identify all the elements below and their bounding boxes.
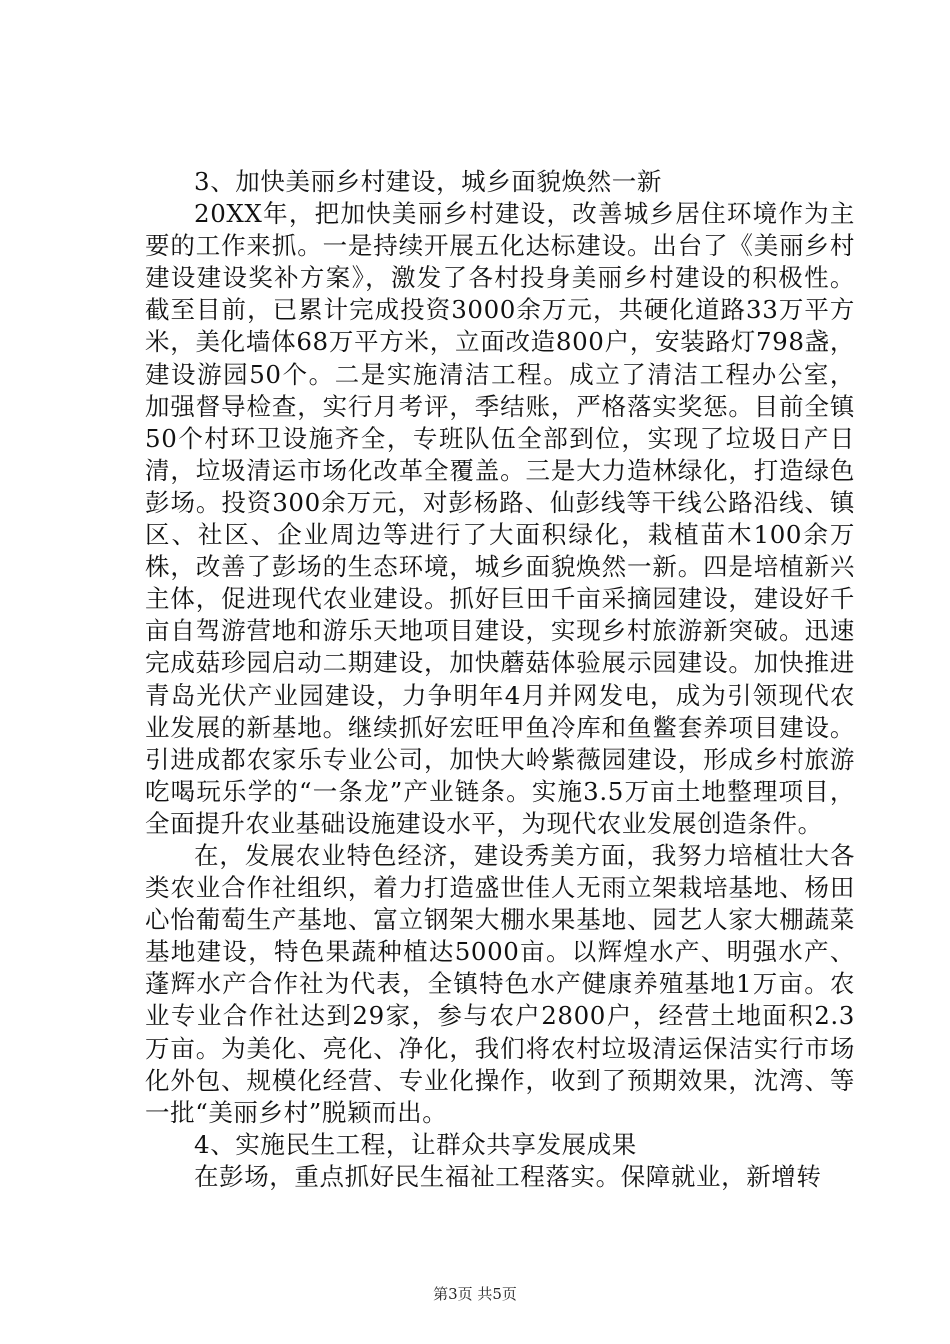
paragraph-beautiful-village: 20XX年，把加快美丽乡村建设，改善城乡居住环境作为主要的工作来抓。一是持续开展五化达标建设。出台了《美丽乡村建设建设奖补方案》，激发了各村投身美丽乡村建设的积极性。截至目前，已累计完成投资3000余万元，共硬化道路33万平方米，美化墙体68万平方米，立面改造800户，安装路灯798盏，建设游园50个。二是实施清洁工程。成立了清洁工程办公室，加强督导检查，实行月考评，季结账，严格落实奖惩。目前全镇50个村环卫设施齐全，专班队伍全部到位，实现了垃圾日产日清，垃圾清运市场化改革全覆盖。三是大力造林绿化，打造绿色彭场。投资300余万元，对彭杨路、仙彭线等干线公路沿线、镇区、社区、企业周边等进行了大面积绿化，栽植苗木100余万株，改善了彭场的生态环境，城乡面貌焕然一新。四是培植新兴主体，促进现代农业建设。抓好巨田千亩采摘园建设，建设好千亩自驾游营地和游乐天地项目建设，实现乡村旅游新突破。迅速完成菇珍园启动二期建设，加快蘑菇体验展示园建设。加快推进青岛光伏产业园建设，力争明年4月并网发电，成为引领现代农业发展的新基地。继续抓好宏旺甲鱼冷库和鱼鳖套养项目建设。引进成都农家乐专业公司，加快大岭紫薇园建设，形成乡村旅游吃喝玩乐学的“一条龙”产业链条。实施3.5万亩土地整理项目，全面提升农业基础设施建设水平，为现代农业发展创造条件。 (145, 199, 855, 838)
paragraph-agriculture: 在，发展农业特色经济，建设秀美方面，我努力培植壮大各类农业合作社组织，着力打造盛世佳人无雨立架栽培基地、杨田心怡葡萄生产基地、富立钢架大棚水果基地、园艺人家大棚蔬菜基地建设，特色果蔬种植达5000亩。以辉煌水产、明强水产、蓬辉水产合作社为代表，全镇特色水产健康养殖基地1万亩。农业专业合作社达到29家，参与农户2800户，经营土地面积2.3万亩。为美化、亮化、净化，我们将农村垃圾清运保洁实行市场化外包、规模化经营、专业化操作，收到了预期效果，沈湾、等一批“美丽乡村”脱颖而出。 (145, 840, 855, 1127)
section-heading-4: 4、实施民生工程，让群众共享发展成果 (194, 1129, 637, 1159)
section-heading-3: 3、加快美丽乡村建设，城乡面貌焕然一新 (194, 167, 662, 196)
paragraph-livelihood: 在彭场，重点抓好民生福祉工程落实。保障就业，新增转 (194, 1161, 822, 1191)
page-number: 第3页 共5页 (433, 1285, 517, 1303)
page-footer (0, 1284, 950, 1304)
document-body (145, 166, 855, 1193)
